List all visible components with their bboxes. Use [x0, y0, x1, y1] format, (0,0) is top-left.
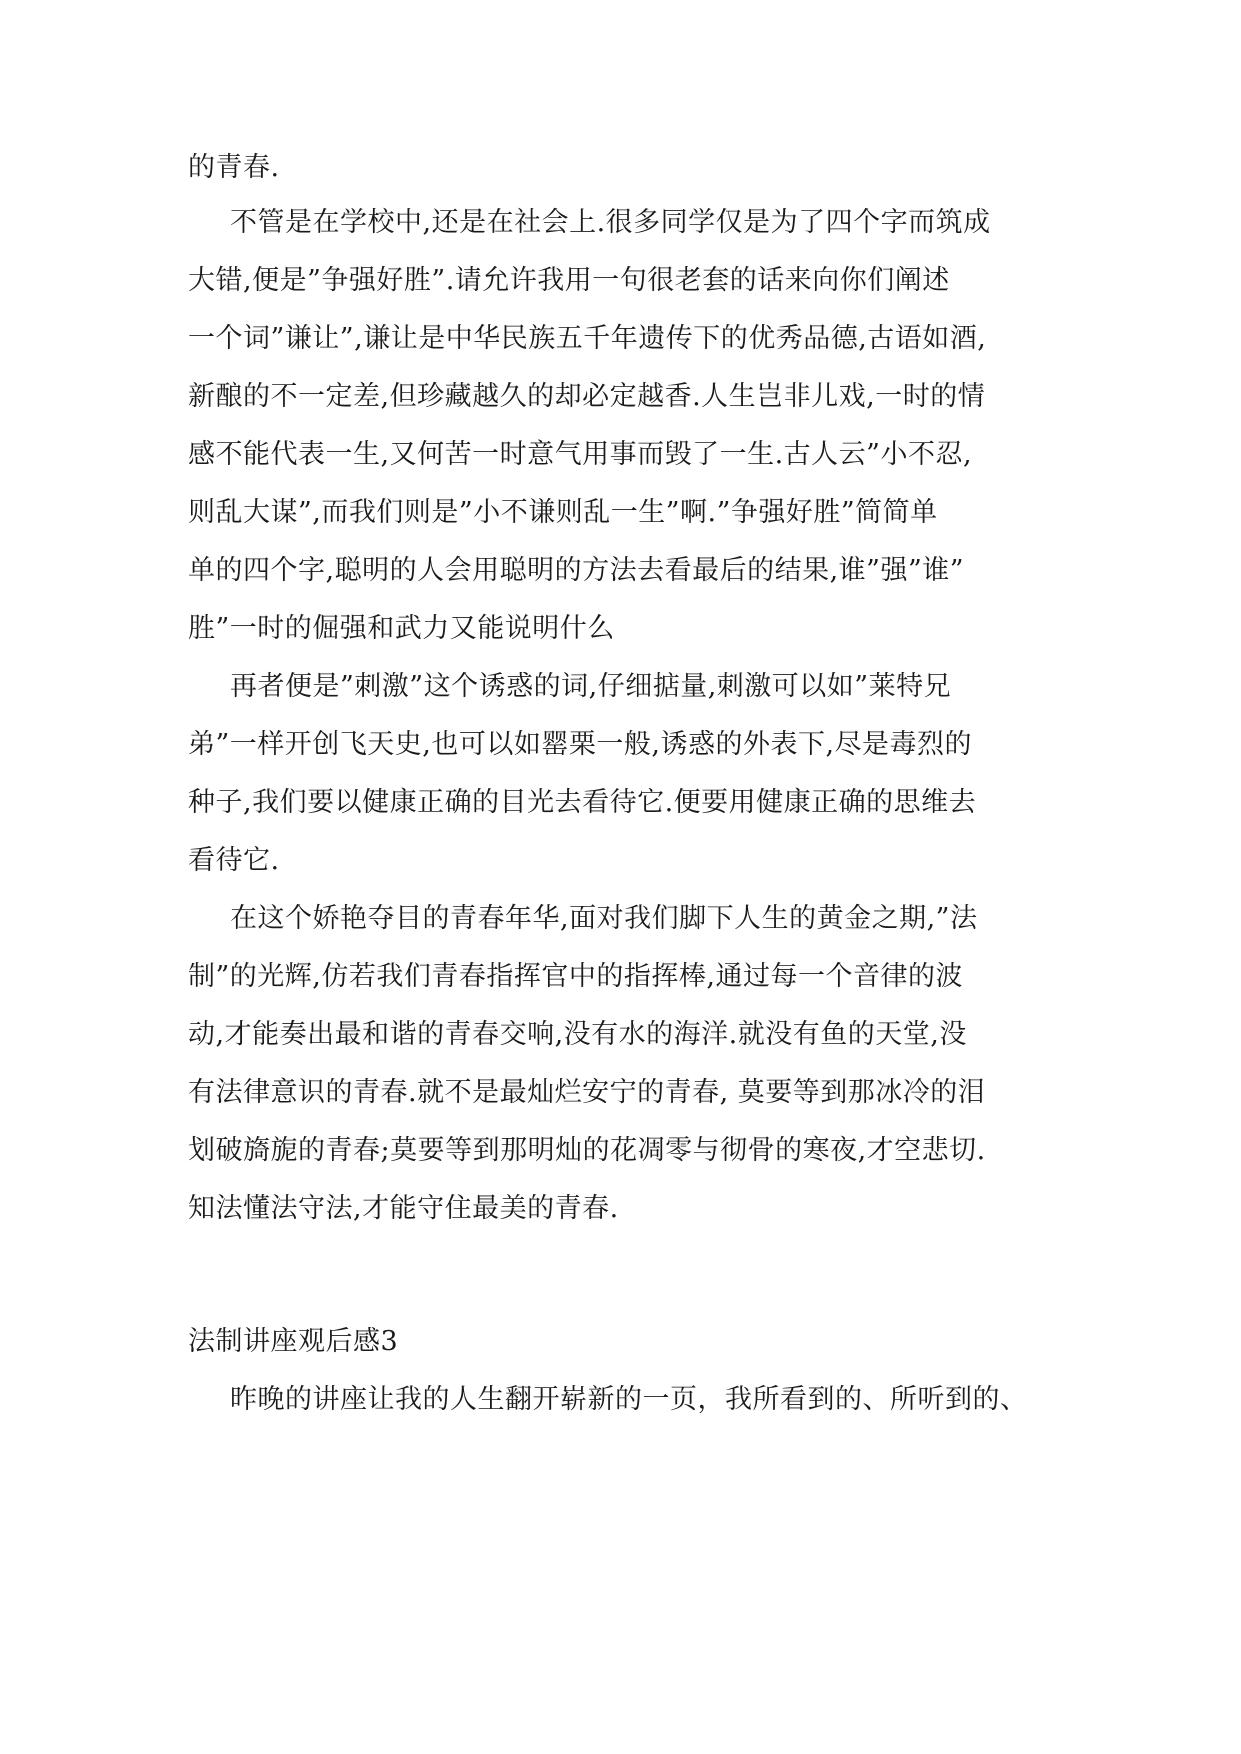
paragraph-first-line: 在这个娇艳夺目的青春年华,面对我们脚下人生的黄金之期,”法 [230, 903, 978, 934]
text-line: 知法懂法守法,才能守住最美的青春. [188, 1193, 619, 1224]
text-line: 有法律意识的青春.就不是最灿烂安宁的青春, 莫要等到那冰冷的泪 [188, 1077, 986, 1108]
text-line: 种子,我们要以健康正确的目光去看待它.便要用健康正确的思维去 [188, 787, 977, 818]
paragraph-first-line: 再者便是”刺激”这个诱惑的词,仔细掂量,刺激可以如”莱特兄 [230, 671, 952, 702]
text-line: 单的四个字,聪明的人会用聪明的方法去看最后的结果,谁”强”谁” [188, 555, 965, 586]
text-line: 的青春. [188, 152, 280, 183]
text-line: 动,才能奏出最和谐的青春交响,没有水的海洋.就没有鱼的天堂,没 [188, 1019, 967, 1050]
text-line: 胜”一时的倔强和武力又能说明什么 [188, 613, 615, 644]
paragraph-first-line: 不管是在学校中,还是在社会上.很多同学仅是为了四个字而筑成 [230, 207, 991, 238]
text-line: 则乱大谋”,而我们则是”小不谦则乱一生”啊.”争强好胜”简简单 [188, 497, 938, 528]
text-line: 看待它. [188, 845, 280, 876]
text-line: 大错,便是”争强好胜”.请允许我用一句很老套的话来向你们阐述 [188, 265, 950, 296]
text-line: 一个词”谦让”,谦让是中华民族五千年遗传下的优秀品德,古语如酒, [188, 323, 987, 354]
text-line: 制”的光辉,仿若我们青春指挥官中的指挥棒,通过每一个音律的波 [188, 961, 963, 992]
text-line: 划破旖旎的青春;莫要等到那明灿的花凋零与彻骨的寒夜,才空悲切. [188, 1135, 986, 1166]
text-line: 感不能代表一生,又何苦一时意气用事而毁了一生.古人云”小不忍, [188, 439, 973, 470]
section-heading: 法制讲座观后感3 [188, 1326, 399, 1357]
text-line: 新酿的不一定差,但珍藏越久的却必定越香.人生岂非儿戏,一时的情 [188, 381, 986, 412]
text-line: 弟”一样开创飞天史,也可以如罂栗一般,诱惑的外表下,尽是毒烈的 [188, 729, 973, 760]
paragraph-first-line: 昨晚的讲座让我的人生翻开崭新的一页，我所看到的、所听到的、 [230, 1384, 1028, 1415]
